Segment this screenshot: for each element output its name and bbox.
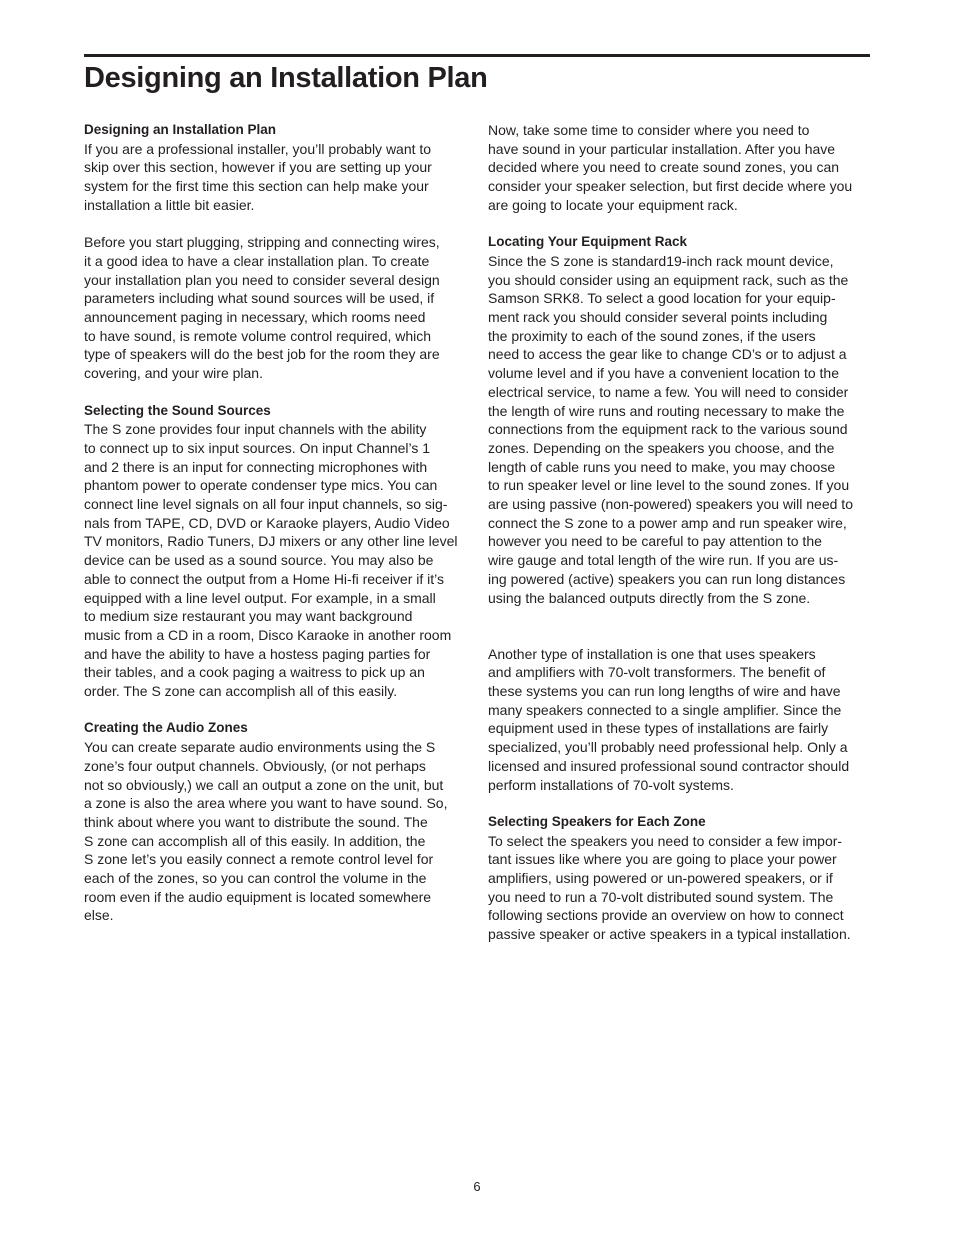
text-line: S zone let’s you easily connect a remote control level for <box>84 851 434 868</box>
text-line: these systems you can run long lengths of wire and have <box>488 683 841 700</box>
section-speakers <box>488 813 874 944</box>
text-line: volume level and if you have a convenient location to the <box>488 365 840 382</box>
text-line: and amplifiers with 70-volt transformers. The benefit of <box>488 664 826 681</box>
section-equipment-rack <box>488 233 874 607</box>
section-sound-sources <box>84 402 470 701</box>
text-line: connections from the equipment rack to the various sound <box>488 421 848 438</box>
text-line: TV monitors, Radio Tuners, DJ mixers or any other line level <box>84 533 458 550</box>
paragraph <box>488 645 874 795</box>
section-audio-zones <box>84 719 470 925</box>
paragraph <box>488 121 874 215</box>
section-consider <box>488 121 874 215</box>
text-line: equipped with a line level output. For example, in a small <box>84 589 436 606</box>
text-line: The S zone provides four input channels with the ability <box>84 421 427 438</box>
text-line: electrical service, to name a few. You will need to consider <box>488 383 849 400</box>
paragraph <box>488 832 874 944</box>
text-line: S zone can accomplish all of this easily. In addition, the <box>84 832 426 849</box>
text-line: zones. Depending on the speakers you choose, and the <box>488 439 835 456</box>
text-line: order. The S zone can accomplish all of this easily. <box>84 683 398 700</box>
text-line: connect the S zone to a power amp and run speaker wire, <box>488 514 847 531</box>
text-line: phantom power to operate condenser type mics. You can <box>84 477 438 494</box>
text-line: You can create separate audio environments using the S <box>84 739 436 756</box>
text-line: and 2 there is an input for connecting microphones with <box>84 458 428 475</box>
text-line: Another type of installation is one that uses speakers <box>488 645 816 662</box>
text-line: to medium size restaurant you may want background <box>84 608 413 625</box>
text-line: Samson SRK8. To select a good location for your equip- <box>488 290 836 307</box>
text-line: else. <box>84 907 114 924</box>
text-line: the proximity to each of the sound zones, if the users <box>488 327 816 344</box>
right-column <box>488 121 874 944</box>
text-line: amplifiers, using powered or un-powered speakers, or if <box>488 870 833 887</box>
text-line: many speakers connected to a single amplifier. Since the <box>488 701 842 718</box>
text-line: have sound in your particular installation. After you have <box>488 140 836 157</box>
text-line: need to access the gear like to change CD’s or to adjust a <box>488 346 847 363</box>
text-line: to have sound, is remote volume control required, which <box>84 327 432 344</box>
text-line: tant issues like where you are going to place your power <box>488 851 837 868</box>
section-intro <box>84 121 470 215</box>
text-line: you need to run a 70-volt distributed sound system. The <box>488 888 834 905</box>
text-line: covering, and your wire plan. <box>84 365 263 382</box>
text-line: the length of wire runs and routing necessary to make the <box>488 402 845 419</box>
text-line: perform installations of 70-volt systems. <box>488 776 734 793</box>
text-line: using the balanced outputs directly from the S zone. <box>488 589 811 606</box>
text-line: parameters including what sound sources will be used, if <box>84 290 435 307</box>
paragraph <box>84 140 470 215</box>
text-line: room even if the audio equipment is located somewhere <box>84 888 432 905</box>
text-line: each of the zones, so you can control the volume in the <box>84 870 427 887</box>
text-line: announcement paging in necessary, which rooms need <box>84 309 426 326</box>
section-heading: Locating Your Equipment Rack <box>488 234 688 250</box>
text-line: able to connect the output from a Home Hi-fi receiver if it’s <box>84 570 445 587</box>
paragraph <box>488 252 874 607</box>
text-line: not so obviously,) we call an output a zone on the unit, but <box>84 776 444 793</box>
text-line: connect line level signals on all four input channels, so sig- <box>84 496 448 513</box>
paragraph <box>84 233 470 383</box>
text-line: to run speaker level or line level to the sound zones. If you <box>488 477 850 494</box>
text-line: decided where you need to create sound zones, you can <box>488 159 840 176</box>
text-line: type of speakers will do the best job for the room they are <box>84 346 440 363</box>
text-line: and have the ability to have a hostess paging parties for <box>84 645 431 662</box>
text-line: following sections provide an overview on how to connect <box>488 907 844 924</box>
section-before-start <box>84 233 470 383</box>
text-line: consider your speaker selection, but first decide where you <box>488 178 853 195</box>
text-line: ment rack you should consider several points including <box>488 309 828 326</box>
text-line: your installation plan you need to consider several design <box>84 271 440 288</box>
text-line: skip over this section, however if you are setting up your <box>84 159 432 176</box>
text-line: to connect up to six input sources. On input Channel’s 1 <box>84 439 431 456</box>
text-line: system for the first time this section can help make your <box>84 178 429 195</box>
page-number: 6 <box>473 1179 481 1194</box>
text-line: length of cable runs you need to make, you may choose <box>488 458 836 475</box>
paragraph <box>84 420 470 701</box>
text-line: a zone is also the area where you want to have sound. So, <box>84 795 448 812</box>
text-line: licensed and insured professional sound contractor should <box>488 757 850 774</box>
text-line: think about where you want to distribute the sound. The <box>84 813 428 830</box>
text-line: you should consider using an equipment rack, such as the <box>488 271 849 288</box>
text-line: To select the speakers you need to consider a few impor- <box>488 832 843 849</box>
text-line: zone’s four output channels. Obviously, (or not perhaps <box>84 757 426 774</box>
text-line: specialized, you’ll probably need professional help. Only a <box>488 739 848 756</box>
section-heading: Designing an Installation Plan <box>84 122 277 137</box>
text-line: Now, take some time to consider where you need to <box>488 122 810 138</box>
section-heading: Selecting the Sound Sources <box>84 402 271 418</box>
paragraph <box>84 738 470 925</box>
section-heading: Selecting Speakers for Each Zone <box>488 813 706 829</box>
text-line: ing powered (active) speakers you can run long distances <box>488 570 846 587</box>
text-line: are using passive (non-powered) speakers you will need to <box>488 496 853 513</box>
text-line: wire gauge and total length of the wire run. If you are us- <box>488 552 839 569</box>
left-column <box>84 121 470 925</box>
text-line: equipment used in these types of installations are fairly <box>488 720 829 737</box>
page-title: Designing an Installation Plan <box>84 62 488 94</box>
section-heading: Creating the Audio Zones <box>84 720 248 736</box>
text-line: their tables, and a cook paging a waitress to pick up an <box>84 664 425 681</box>
text-line: passive speaker or active speakers in a typical installation. <box>488 926 851 943</box>
text-line: nals from TAPE, CD, DVD or Karaoke players, Audio Video <box>84 514 450 531</box>
text-line: it a good idea to have a clear installation plan. To create <box>84 252 430 269</box>
section-seventy-volt <box>488 645 874 795</box>
text-line: are going to locate your equipment rack. <box>488 196 738 213</box>
text-line: however you need to be careful to pay attention to the <box>488 533 822 550</box>
text-line: If you are a professional installer, you’ll probably want to <box>84 140 432 157</box>
text-line: installation a little bit easier. <box>84 196 255 213</box>
text-line: Since the S zone is standard19-inch rack mount device, <box>488 252 834 269</box>
text-line: device can be used as a sound source. You may also be <box>84 552 434 569</box>
text-line: Before you start plugging, stripping and connecting wires, <box>84 234 440 251</box>
title-rule <box>84 54 870 57</box>
text-line: music from a CD in a room, Disco Karaoke in another room <box>84 626 452 643</box>
